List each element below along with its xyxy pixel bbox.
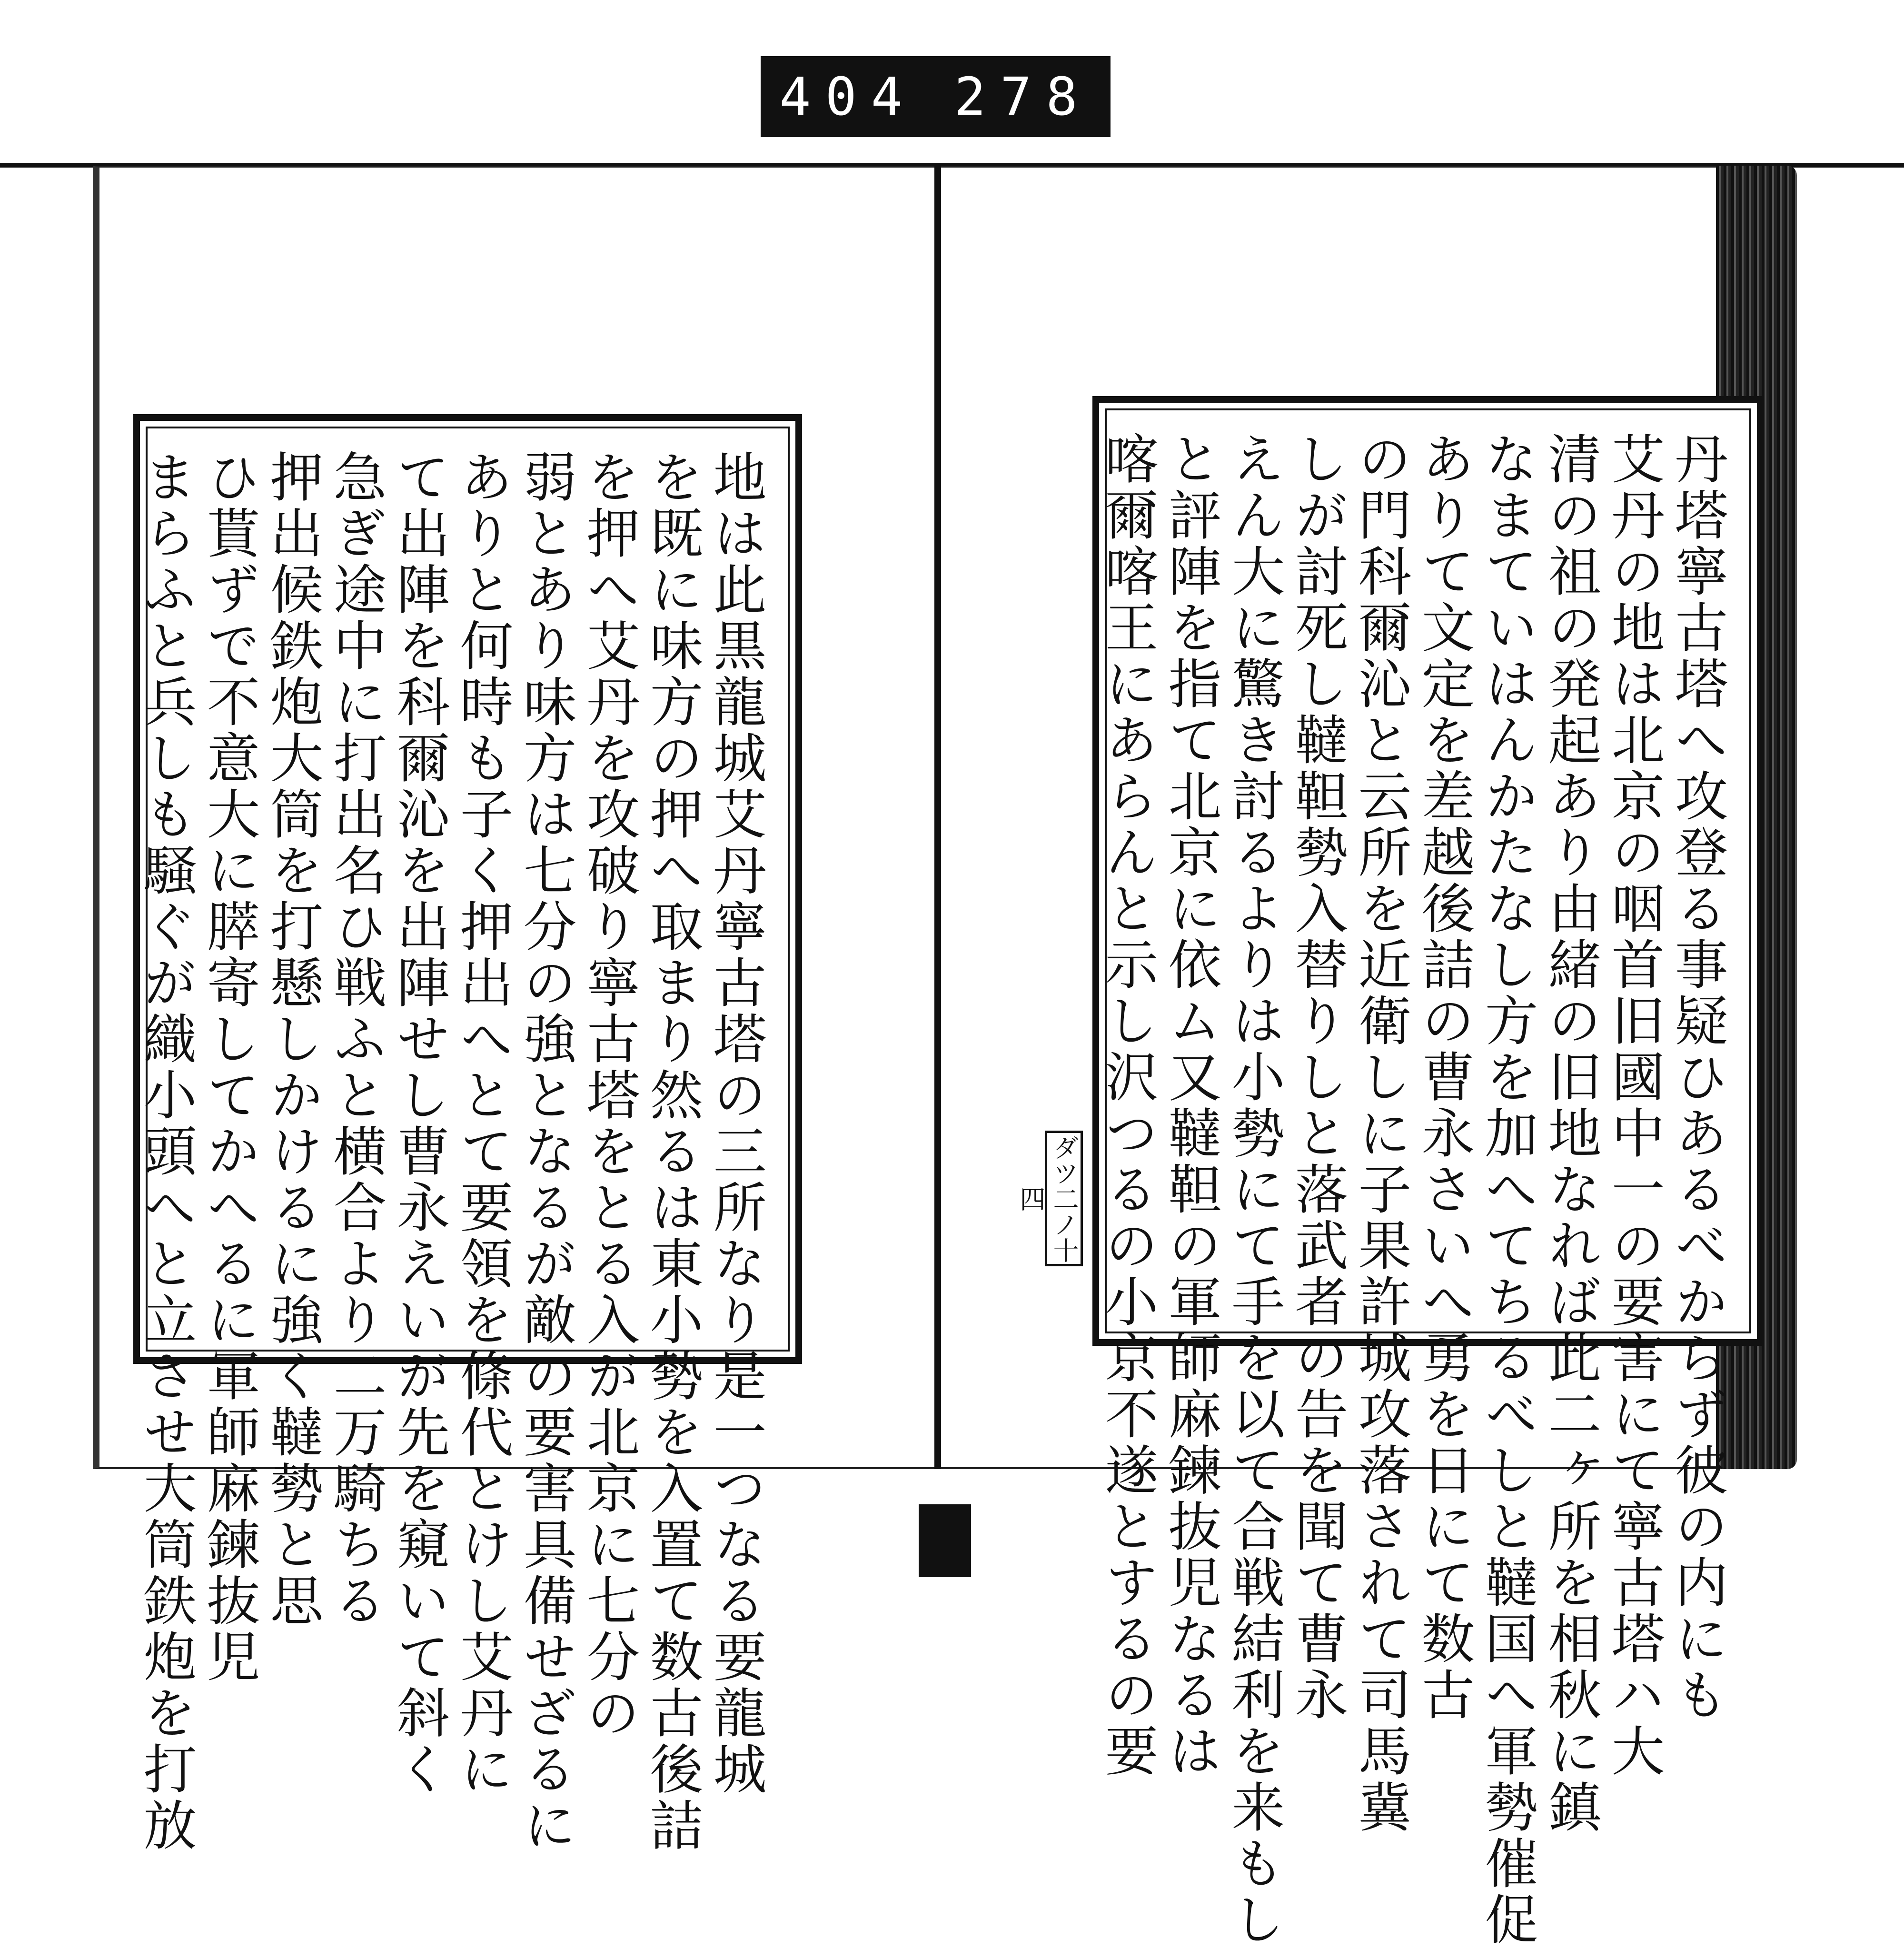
text-line: 艾丹の地は北京の咽首旧國中一の要害にて寧古塔ハ大 [1603, 431, 1665, 1779]
text-line: 清の祖の発起あり由緒の旧地なれば此二ヶ所を相秋に鎮 [1539, 431, 1601, 1836]
text-line: ありて文定を差越後詰の曹永さいへ勇を日にて数古 [1413, 431, 1475, 1723]
text-line: を既に味方の押へ取まり然るは東小勢を入置て数古後詰 [641, 449, 703, 1854]
text-line: なまていはんかたなし方を加へてちるべしと韃国へ軍勢催促 [1476, 431, 1538, 1948]
text-line: ひ貰ずで不意大に膵寄してかへるに軍師麻鍊抜児 [198, 449, 260, 1685]
text-line: 急ぎ途中に打出名ひ戦ふと横合より二万騎ちる [325, 449, 387, 1629]
spine-tab [919, 1504, 971, 1577]
left-text-frame [133, 414, 802, 1854]
text-line: 丹塔寧古塔へ攻登る事疑ひあるべからず彼の内にも [1666, 431, 1728, 1723]
text-line: えん大に驚き討るよりは小勢にて手を以て合戦結利を来もし [1223, 431, 1285, 1948]
scan-label-right-number: 278 [954, 66, 1092, 127]
right-page-text [1096, 431, 1728, 1948]
text-line: 喀爾喀王にあらんと示し沢つるの小京不遂とするの要 [1096, 431, 1158, 1779]
left-page-text [135, 449, 767, 1854]
text-line: 押出候鉄炮大筒を打懸しかけるに強く韃勢と思 [261, 449, 323, 1629]
text-line: を押へ艾丹を攻破り寧古塔をとる入が北京に七分の [578, 449, 640, 1741]
page-number-box: ダツ二ノ十四 [1045, 1131, 1083, 1266]
text-line: て出陣を科爾沁を出陣せし曹永えいが先を窺いて斜く [388, 449, 450, 1798]
right-text-frame [1092, 396, 1764, 1948]
book-spine [934, 166, 941, 1469]
text-line: しが討死し韃靼勢入替りしと落武者の告を聞て曹永 [1286, 431, 1348, 1723]
text-line: と評陣を指て北京に依ム又韃靼の軍師麻鍊抜児なるは [1160, 431, 1221, 1779]
text-line: 弱とあり味方は七分の強となるが敵の要害具備せざるに [515, 449, 576, 1854]
text-line: ありと何時も子く押出へとて要領を條代とけし艾丹に [451, 449, 513, 1798]
text-line: まらふと兵しも騒ぐが織小頭へと立させ大筒鉄炮を打放 [135, 449, 197, 1854]
scan-label-strip [761, 56, 1111, 137]
text-line: 地は此黒龍城艾丹寧古塔の三所なり是一つなる要龍城 [704, 449, 766, 1798]
scan-label-left-number: 404 [779, 66, 917, 127]
text-line: の門科爾沁と云所を近衛しに子果許城攻落されて司馬冀 [1349, 431, 1411, 1836]
